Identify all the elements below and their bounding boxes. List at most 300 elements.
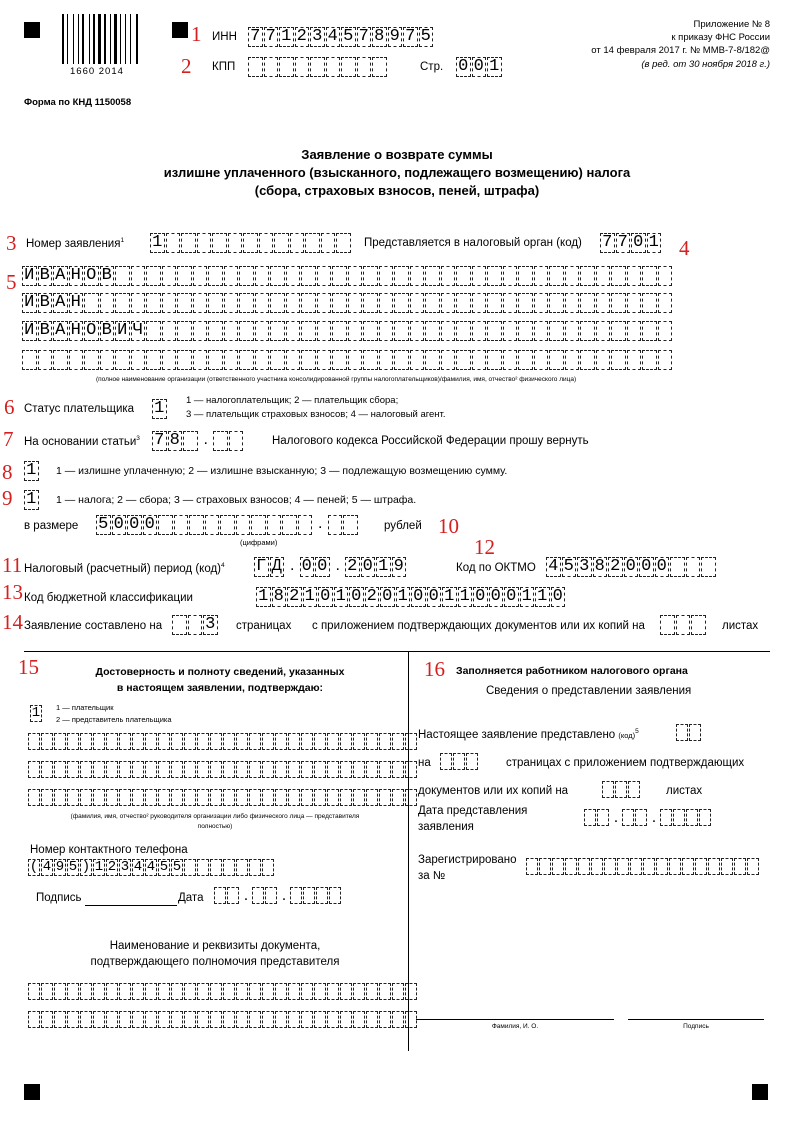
char-cell[interactable] (472, 293, 487, 313)
char-cell[interactable] (549, 266, 564, 286)
char-cell[interactable] (487, 266, 502, 286)
char-cell[interactable] (686, 809, 698, 826)
application-number-field[interactable] (150, 233, 352, 253)
char-cell[interactable]: В (100, 266, 115, 286)
page-field[interactable] (456, 57, 503, 77)
char-cell[interactable] (286, 293, 301, 313)
char-cell[interactable] (642, 266, 657, 286)
signer-field[interactable] (30, 705, 43, 722)
char-cell[interactable] (54, 733, 66, 750)
char-cell[interactable]: 1 (279, 27, 294, 47)
char-cell[interactable] (275, 733, 287, 750)
char-cell[interactable]: В (38, 321, 53, 341)
char-cell[interactable] (251, 515, 266, 535)
char-cell[interactable] (379, 733, 391, 750)
char-cell[interactable] (611, 266, 626, 286)
char-cell[interactable] (317, 350, 332, 370)
char-cell[interactable] (158, 733, 170, 750)
char-cell[interactable]: 7 (264, 27, 279, 47)
char-cell[interactable] (188, 615, 203, 635)
payment-kind-field[interactable] (24, 490, 40, 510)
char-cell[interactable] (223, 1011, 235, 1028)
char-cell[interactable] (747, 858, 759, 875)
char-cell[interactable] (193, 350, 208, 370)
char-cell[interactable] (301, 293, 316, 313)
char-cell[interactable] (456, 350, 471, 370)
char-cell[interactable] (596, 350, 611, 370)
char-cell[interactable]: 1 (150, 233, 165, 253)
char-cell[interactable]: 5 (68, 859, 78, 875)
char-cell[interactable]: 4 (42, 859, 52, 875)
char-cell[interactable] (131, 350, 146, 370)
char-cell[interactable] (290, 887, 302, 904)
char-cell[interactable] (580, 350, 595, 370)
char-cell[interactable]: 7 (152, 431, 167, 451)
char-cell[interactable] (596, 321, 611, 341)
char-cell[interactable] (28, 1011, 40, 1028)
char-cell[interactable] (275, 1011, 287, 1028)
char-cell[interactable] (224, 350, 239, 370)
char-cell[interactable] (580, 266, 595, 286)
char-cell[interactable] (54, 1011, 66, 1028)
char-cell[interactable]: 5 (341, 27, 356, 47)
char-cell[interactable] (301, 983, 313, 1000)
char-cell[interactable] (405, 761, 417, 778)
char-cell[interactable] (239, 293, 254, 313)
char-cell[interactable] (518, 350, 533, 370)
char-cell[interactable] (366, 733, 378, 750)
char-cell[interactable] (262, 733, 274, 750)
char-cell[interactable] (487, 293, 502, 313)
char-cell[interactable] (425, 293, 440, 313)
char-cell[interactable] (184, 733, 196, 750)
char-cell[interactable]: 0 (655, 557, 670, 577)
char-cell[interactable] (301, 789, 313, 806)
doc-row[interactable] (28, 983, 418, 1000)
char-cell[interactable] (602, 781, 614, 798)
char-cell[interactable] (162, 266, 177, 286)
char-cell[interactable] (303, 887, 315, 904)
char-cell[interactable] (565, 321, 580, 341)
char-cell[interactable] (115, 350, 130, 370)
char-cell[interactable] (689, 724, 701, 741)
period-field[interactable] (254, 557, 407, 577)
char-cell[interactable]: 0 (472, 57, 487, 77)
char-cell[interactable] (472, 321, 487, 341)
char-cell[interactable]: 0 (315, 557, 330, 577)
char-cell[interactable] (366, 789, 378, 806)
char-cell[interactable] (145, 733, 157, 750)
char-cell[interactable] (28, 733, 40, 750)
char-cell[interactable]: 5 (172, 859, 182, 875)
char-cell[interactable] (146, 350, 161, 370)
char-cell[interactable]: 9 (55, 859, 65, 875)
char-cell[interactable] (210, 983, 222, 1000)
char-cell[interactable] (262, 789, 274, 806)
char-cell[interactable] (214, 887, 226, 904)
char-cell[interactable] (93, 761, 105, 778)
char-cell[interactable] (145, 789, 157, 806)
char-cell[interactable] (591, 858, 603, 875)
char-cell[interactable] (425, 350, 440, 370)
char-cell[interactable] (193, 266, 208, 286)
char-cell[interactable]: 4 (546, 557, 561, 577)
char-cell[interactable] (379, 789, 391, 806)
char-cell[interactable] (642, 350, 657, 370)
received-docs-field[interactable] (602, 781, 641, 798)
char-cell[interactable]: 0 (300, 557, 315, 577)
char-cell[interactable] (321, 233, 336, 253)
char-cell[interactable] (357, 57, 372, 77)
char-cell[interactable]: 4 (326, 27, 341, 47)
char-cell[interactable] (604, 858, 616, 875)
char-cell[interactable]: 0 (411, 587, 426, 607)
char-cell[interactable]: 1 (334, 587, 349, 607)
char-cell[interactable] (236, 859, 248, 876)
char-cell[interactable] (597, 809, 609, 826)
char-cell[interactable] (184, 761, 196, 778)
char-cell[interactable]: О (84, 266, 99, 286)
char-cell[interactable]: 3 (203, 615, 218, 635)
char-cell[interactable] (327, 983, 339, 1000)
char-cell[interactable]: 1 (24, 461, 39, 481)
char-cell[interactable]: И (115, 321, 130, 341)
char-cell[interactable] (290, 233, 305, 253)
char-cell[interactable] (472, 350, 487, 370)
char-cell[interactable] (691, 615, 706, 635)
char-cell[interactable] (708, 858, 720, 875)
char-cell[interactable]: 0 (456, 57, 471, 77)
kpp-field[interactable] (248, 57, 388, 77)
char-cell[interactable] (80, 983, 92, 1000)
char-cell[interactable] (503, 266, 518, 286)
char-cell[interactable] (348, 350, 363, 370)
char-cell[interactable] (394, 293, 409, 313)
char-cell[interactable]: Ч (131, 321, 146, 341)
char-cell[interactable] (208, 266, 223, 286)
char-cell[interactable] (487, 350, 502, 370)
char-cell[interactable] (54, 761, 66, 778)
char-cell[interactable] (41, 983, 53, 1000)
char-cell[interactable] (162, 293, 177, 313)
char-cell[interactable]: 0 (112, 515, 127, 535)
char-cell[interactable] (379, 321, 394, 341)
char-cell[interactable] (252, 887, 264, 904)
char-cell[interactable] (317, 321, 332, 341)
char-cell[interactable]: 0 (143, 515, 158, 535)
char-cell[interactable] (197, 733, 209, 750)
char-cell[interactable] (41, 1011, 53, 1028)
char-cell[interactable] (456, 293, 471, 313)
char-cell[interactable] (340, 1011, 352, 1028)
char-cell[interactable]: 2 (107, 859, 117, 875)
char-cell[interactable] (236, 789, 248, 806)
char-cell[interactable] (158, 761, 170, 778)
char-cell[interactable] (223, 983, 235, 1000)
char-cell[interactable] (210, 789, 222, 806)
char-cell[interactable] (270, 350, 285, 370)
char-cell[interactable] (410, 321, 425, 341)
char-cell[interactable] (539, 858, 551, 875)
char-cell[interactable] (210, 733, 222, 750)
char-cell[interactable] (596, 266, 611, 286)
char-cell[interactable] (288, 789, 300, 806)
char-cell[interactable] (314, 761, 326, 778)
char-cell[interactable]: 1 (152, 399, 167, 419)
char-cell[interactable]: И (22, 293, 37, 313)
char-cell[interactable]: 2 (365, 587, 380, 607)
char-cell[interactable]: 0 (318, 587, 333, 607)
char-cell[interactable] (213, 431, 228, 451)
char-cell[interactable] (38, 350, 53, 370)
char-cell[interactable] (353, 983, 365, 1000)
char-cell[interactable] (262, 761, 274, 778)
char-cell[interactable] (145, 983, 157, 1000)
char-cell[interactable]: 1 (487, 57, 502, 77)
submitted-code-field[interactable] (676, 724, 702, 741)
char-cell[interactable] (80, 733, 92, 750)
char-cell[interactable]: 0 (639, 557, 654, 577)
char-cell[interactable] (379, 761, 391, 778)
char-cell[interactable] (366, 983, 378, 1000)
char-cell[interactable] (210, 1011, 222, 1028)
char-cell[interactable] (131, 293, 146, 313)
char-cell[interactable] (472, 266, 487, 286)
char-cell[interactable] (197, 233, 212, 253)
oktmo-field[interactable] (546, 557, 717, 577)
char-cell[interactable] (534, 321, 549, 341)
char-cell[interactable] (392, 983, 404, 1000)
char-cell[interactable] (353, 733, 365, 750)
char-cell[interactable]: 1 (535, 587, 550, 607)
char-cell[interactable]: А (53, 321, 68, 341)
char-cell[interactable] (660, 615, 675, 635)
char-cell[interactable]: 5 (96, 515, 111, 535)
char-cell[interactable] (243, 233, 258, 253)
char-cell[interactable] (212, 233, 227, 253)
char-cell[interactable] (578, 858, 590, 875)
char-cell[interactable]: 5 (562, 557, 577, 577)
char-cell[interactable] (394, 321, 409, 341)
char-cell[interactable] (565, 350, 580, 370)
char-cell[interactable]: 2 (608, 557, 623, 577)
char-cell[interactable] (274, 233, 289, 253)
char-cell[interactable] (635, 809, 647, 826)
char-cell[interactable] (363, 321, 378, 341)
char-cell[interactable] (326, 57, 341, 77)
char-cell[interactable] (340, 733, 352, 750)
char-cell[interactable] (67, 789, 79, 806)
name-row[interactable] (22, 321, 673, 341)
char-cell[interactable] (171, 761, 183, 778)
char-cell[interactable] (348, 321, 363, 341)
char-cell[interactable] (171, 789, 183, 806)
char-cell[interactable] (158, 1011, 170, 1028)
char-cell[interactable] (466, 753, 478, 770)
char-cell[interactable]: 2 (295, 27, 310, 47)
char-cell[interactable] (262, 1011, 274, 1028)
char-cell[interactable] (379, 350, 394, 370)
char-cell[interactable] (425, 266, 440, 286)
char-cell[interactable]: 8 (168, 431, 183, 451)
char-cell[interactable] (518, 321, 533, 341)
char-cell[interactable] (80, 789, 92, 806)
char-cell[interactable] (288, 1011, 300, 1028)
char-cell[interactable] (611, 321, 626, 341)
char-cell[interactable] (676, 615, 691, 635)
char-cell[interactable] (100, 350, 115, 370)
char-cell[interactable]: 1 (396, 587, 411, 607)
char-cell[interactable] (301, 266, 316, 286)
char-cell[interactable] (627, 293, 642, 313)
char-cell[interactable] (405, 733, 417, 750)
char-cell[interactable]: 2 (287, 587, 302, 607)
char-cell[interactable]: 7 (357, 27, 372, 47)
char-cell[interactable] (239, 266, 254, 286)
char-cell[interactable]: 7 (248, 27, 263, 47)
status-field[interactable] (152, 399, 168, 419)
char-cell[interactable] (193, 293, 208, 313)
char-cell[interactable] (177, 321, 192, 341)
char-cell[interactable] (611, 293, 626, 313)
char-cell[interactable]: 7 (403, 27, 418, 47)
char-cell[interactable] (301, 761, 313, 778)
char-cell[interactable] (249, 733, 261, 750)
char-cell[interactable] (270, 266, 285, 286)
char-cell[interactable] (622, 809, 634, 826)
char-cell[interactable] (328, 515, 343, 535)
char-cell[interactable] (174, 515, 189, 535)
char-cell[interactable] (249, 789, 261, 806)
char-cell[interactable] (158, 983, 170, 1000)
char-cell[interactable] (265, 887, 277, 904)
char-cell[interactable] (162, 350, 177, 370)
char-cell[interactable] (441, 293, 456, 313)
char-cell[interactable] (456, 321, 471, 341)
char-cell[interactable] (584, 809, 596, 826)
char-cell[interactable] (249, 983, 261, 1000)
char-cell[interactable] (596, 293, 611, 313)
char-cell[interactable] (106, 983, 118, 1000)
signer-name-row[interactable] (28, 761, 418, 778)
char-cell[interactable] (28, 983, 40, 1000)
char-cell[interactable] (275, 761, 287, 778)
char-cell[interactable] (565, 266, 580, 286)
char-cell[interactable] (301, 733, 313, 750)
char-cell[interactable] (162, 321, 177, 341)
char-cell[interactable] (366, 1011, 378, 1028)
char-cell[interactable] (224, 321, 239, 341)
char-cell[interactable] (119, 789, 131, 806)
char-cell[interactable]: В (100, 321, 115, 341)
char-cell[interactable] (227, 887, 239, 904)
char-cell[interactable] (682, 858, 694, 875)
char-cell[interactable] (327, 761, 339, 778)
char-cell[interactable]: 0 (473, 587, 488, 607)
char-cell[interactable] (503, 321, 518, 341)
char-cell[interactable] (197, 983, 209, 1000)
char-cell[interactable] (329, 887, 341, 904)
char-cell[interactable] (239, 321, 254, 341)
char-cell[interactable] (327, 1011, 339, 1028)
char-cell[interactable] (518, 293, 533, 313)
char-cell[interactable] (405, 983, 417, 1000)
char-cell[interactable] (229, 431, 244, 451)
char-cell[interactable] (239, 350, 254, 370)
char-cell[interactable] (262, 983, 274, 1000)
char-cell[interactable] (301, 350, 316, 370)
char-cell[interactable] (249, 761, 261, 778)
char-cell[interactable] (267, 515, 282, 535)
char-cell[interactable] (301, 1011, 313, 1028)
char-cell[interactable] (534, 266, 549, 286)
char-cell[interactable] (106, 1011, 118, 1028)
char-cell[interactable] (658, 321, 673, 341)
char-cell[interactable] (327, 789, 339, 806)
receipt-date-field[interactable] (584, 809, 712, 826)
char-cell[interactable] (565, 858, 577, 875)
char-cell[interactable] (721, 858, 733, 875)
char-cell[interactable] (372, 57, 387, 77)
char-cell[interactable] (132, 983, 144, 1000)
signer-name-row[interactable] (28, 733, 418, 750)
char-cell[interactable] (119, 761, 131, 778)
char-cell[interactable] (425, 321, 440, 341)
char-cell[interactable] (255, 321, 270, 341)
char-cell[interactable] (282, 515, 297, 535)
char-cell[interactable] (53, 350, 68, 370)
char-cell[interactable] (456, 266, 471, 286)
char-cell[interactable] (67, 983, 79, 1000)
char-cell[interactable] (286, 350, 301, 370)
char-cell[interactable] (363, 266, 378, 286)
char-cell[interactable]: 3 (310, 27, 325, 47)
signature-line[interactable] (85, 905, 177, 906)
char-cell[interactable] (255, 350, 270, 370)
char-cell[interactable] (332, 266, 347, 286)
char-cell[interactable]: 4 (133, 859, 143, 875)
char-cell[interactable] (441, 350, 456, 370)
char-cell[interactable]: 8 (272, 587, 287, 607)
char-cell[interactable] (275, 789, 287, 806)
char-cell[interactable] (93, 789, 105, 806)
char-cell[interactable] (119, 983, 131, 1000)
char-cell[interactable]: 1 (256, 587, 271, 607)
char-cell[interactable] (210, 761, 222, 778)
char-cell[interactable] (314, 1011, 326, 1028)
char-cell[interactable] (580, 293, 595, 313)
char-cell[interactable]: 4 (146, 859, 156, 875)
char-cell[interactable]: А (53, 293, 68, 313)
char-cell[interactable] (236, 983, 248, 1000)
char-cell[interactable] (131, 266, 146, 286)
char-cell[interactable] (410, 266, 425, 286)
char-cell[interactable] (171, 733, 183, 750)
char-cell[interactable] (669, 858, 681, 875)
char-cell[interactable] (379, 983, 391, 1000)
char-cell[interactable] (28, 761, 40, 778)
fio-line[interactable] (416, 1019, 614, 1020)
char-cell[interactable] (440, 753, 452, 770)
char-cell[interactable]: 3 (120, 859, 130, 875)
char-cell[interactable] (67, 761, 79, 778)
char-cell[interactable]: 1 (647, 233, 662, 253)
char-cell[interactable] (699, 809, 711, 826)
char-cell[interactable] (549, 321, 564, 341)
char-cell[interactable] (332, 321, 347, 341)
char-cell[interactable] (627, 321, 642, 341)
char-cell[interactable] (84, 350, 99, 370)
